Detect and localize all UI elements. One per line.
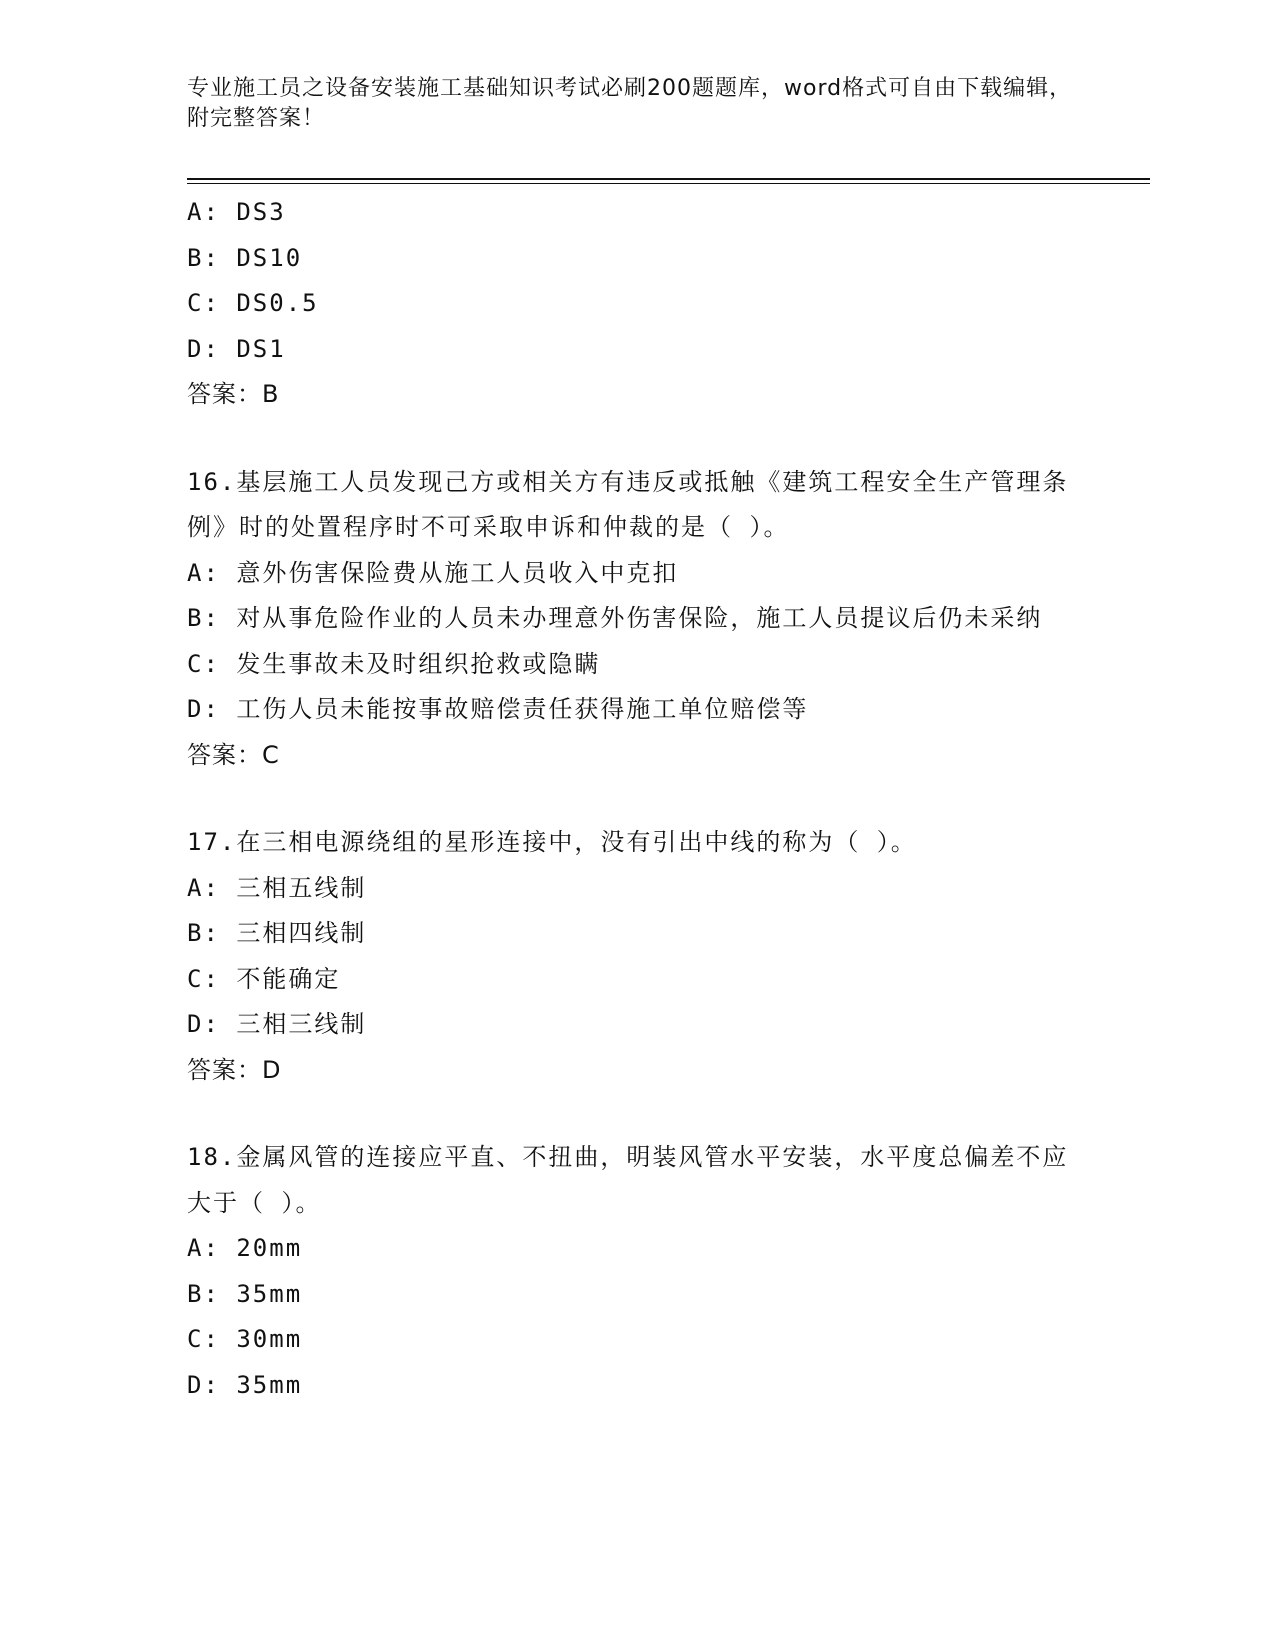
option-c: C: 30mm (187, 1325, 303, 1353)
option-b: B: 三相四线制 (187, 919, 367, 947)
header-divider-thin (187, 183, 1150, 184)
option-c: C: DS0.5 (187, 289, 319, 317)
question-18-block (187, 1135, 1087, 1408)
question-15-block (187, 190, 1087, 418)
answer: 答案：C (187, 740, 280, 769)
answer: 答案：D (187, 1055, 282, 1084)
document-body (187, 190, 1087, 1408)
answer: 答案：B (187, 380, 280, 408)
option-c: C: 不能确定 (187, 964, 341, 993)
question-17-block (187, 820, 1087, 1093)
option-c: C: 发生事故未及时组织抢救或隐瞒 (187, 649, 601, 678)
option-d: D: 三相三线制 (187, 1010, 367, 1038)
option-b: B: 对从事危险作业的人员未办理意外伤害保险，施工人员提议后仍未采纳 (187, 604, 1043, 632)
question-16-block (187, 460, 1087, 779)
option-d: D: 35mm (187, 1370, 303, 1399)
option-b: B: 35mm (187, 1279, 303, 1308)
option-a: A: DS3 (187, 198, 286, 226)
question-text: 16.基层施工人员发现己方或相关方有违反或抵触《建筑工程安全生产管理条例》时的处置程序时不可采取申诉和仲裁的是（ ）。 (187, 467, 1069, 541)
question-text: 18.金属风管的连接应平直、不扭曲，明装风管水平安装，水平度总偏差不应大于（ ）。 (187, 1143, 1069, 1217)
option-d: D: 工伤人员未能按事故赔偿责任获得施工单位赔偿等 (187, 695, 809, 723)
option-a: A: 意外伤害保险费从施工人员收入中克扣 (187, 558, 679, 587)
document-header: 专业施工员之设备安装施工基础知识考试必刷200题题库，word格式可自由下载编辑，附完整答案！ (187, 76, 1073, 131)
option-a: A: 20mm (187, 1234, 303, 1262)
option-a: A: 三相五线制 (187, 873, 367, 902)
question-text: 17.在三相电源绕组的星形连接中，没有引出中线的称为（ ）。 (187, 828, 917, 856)
option-d: D: DS1 (187, 334, 286, 363)
option-b: B: DS10 (187, 243, 303, 272)
header-divider-thick (187, 178, 1150, 180)
